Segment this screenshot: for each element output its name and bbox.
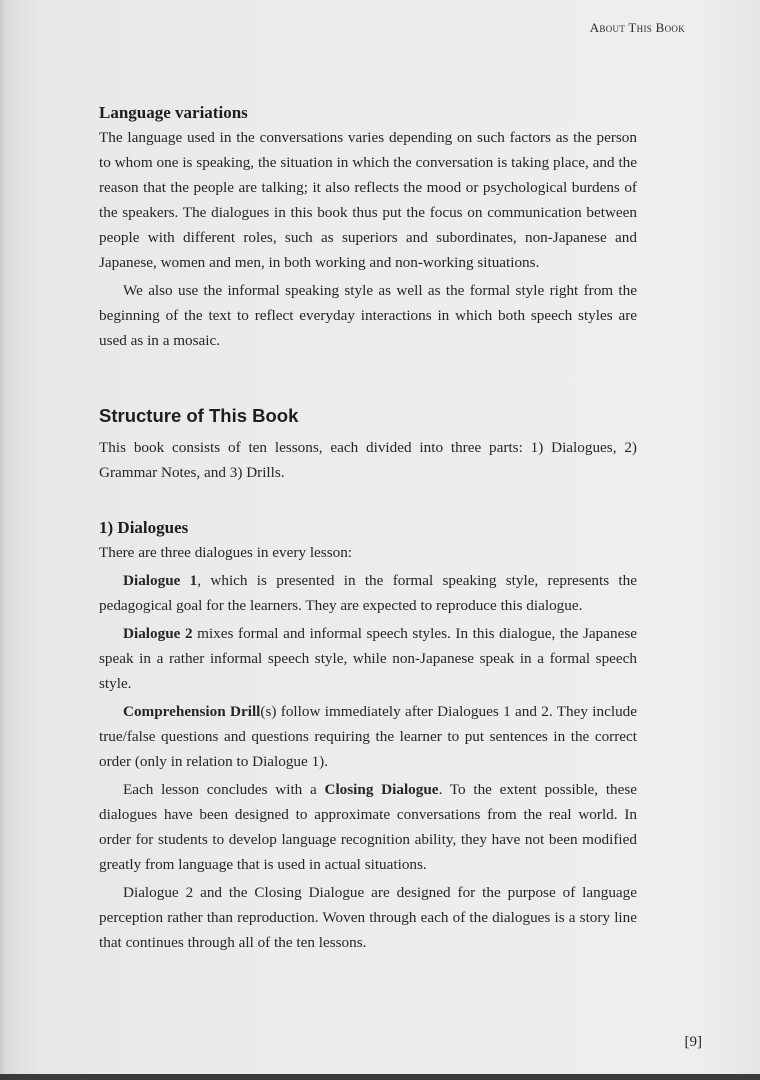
dialogues-heading: 1) Dialogues xyxy=(99,518,189,537)
dialogue-1-term: Dialogue 1 xyxy=(123,572,198,589)
language-variations-paragraph-2: We also use the informal speaking style as well as the formal style right from the beginning of the text to reflect everyday interactions in which both speech styles are used as in a mosaic. xyxy=(99,282,637,349)
comprehension-drill-description: (s) follow immediately after Dialogues 1 and 2. They include true/false questions and questions requiring the learner to put sentences in the correct order (only in relation to Dialogue 1). xyxy=(99,703,637,770)
closing-dialogue-description: . To the extent possible, these dialogues have been designed to approximate conversations from the real world. In order for students to develop language recognition ability, they have not been modified greatly from language that is used in actual situations. xyxy=(99,781,638,873)
structure-heading: Structure of This Book xyxy=(99,405,299,426)
page-body xyxy=(99,100,637,955)
dialogue-2-paragraph xyxy=(99,621,637,696)
dialogue-1-description: , which is presented in the formal speaking style, represents the pedagogical goal for the learners. They are expected to reproduce this dialogue. xyxy=(99,572,637,614)
running-header: About This Book xyxy=(589,20,685,35)
language-variations-heading: Language variations xyxy=(99,103,248,122)
closing-dialogue-paragraph xyxy=(99,777,637,877)
comprehension-drill-paragraph xyxy=(99,699,637,774)
structure-intro: This book consists of ten lessons, each divided into three parts: 1) Dialogues, 2) Grammar Notes, and 3) Drills. xyxy=(99,439,637,481)
dialogue-2-term: Dialogue 2 xyxy=(123,625,193,642)
closing-dialogue-lead: Each lesson concludes with a xyxy=(123,781,325,798)
dialogues-intro: There are three dialogues in every lesson: xyxy=(99,544,353,561)
dialogue-2-description: mixes formal and informal speech styles. In this dialogue, the Japanese speak in a rather informal speech style, while non-Japanese speak in a formal speech style. xyxy=(99,625,637,692)
closing-dialogue-term: Closing Dialogue xyxy=(324,781,439,798)
perception-paragraph: Dialogue 2 and the Closing Dialogue are designed for the purpose of language perception rather than reproduction. Woven through each of the dialogues is a story line that continues through all of the ten lessons. xyxy=(99,884,637,951)
language-variations-paragraph-1: The language used in the conversations varies depending on such factors as the person to whom one is speaking, the situation in which the conversation is taking place, and the reason that the people are talking; it also reflects the mood or psychological burdens of the speakers. The dialogues in this book thus put the focus on communication between people with different roles, such as superiors and subordinates, non-Japanese and Japanese, women and men, in both working and non-working situations. xyxy=(99,129,637,271)
dialogue-1-paragraph xyxy=(99,568,637,618)
comprehension-drill-term: Comprehension Drill xyxy=(123,703,261,720)
page-number: [9] xyxy=(684,1034,702,1050)
